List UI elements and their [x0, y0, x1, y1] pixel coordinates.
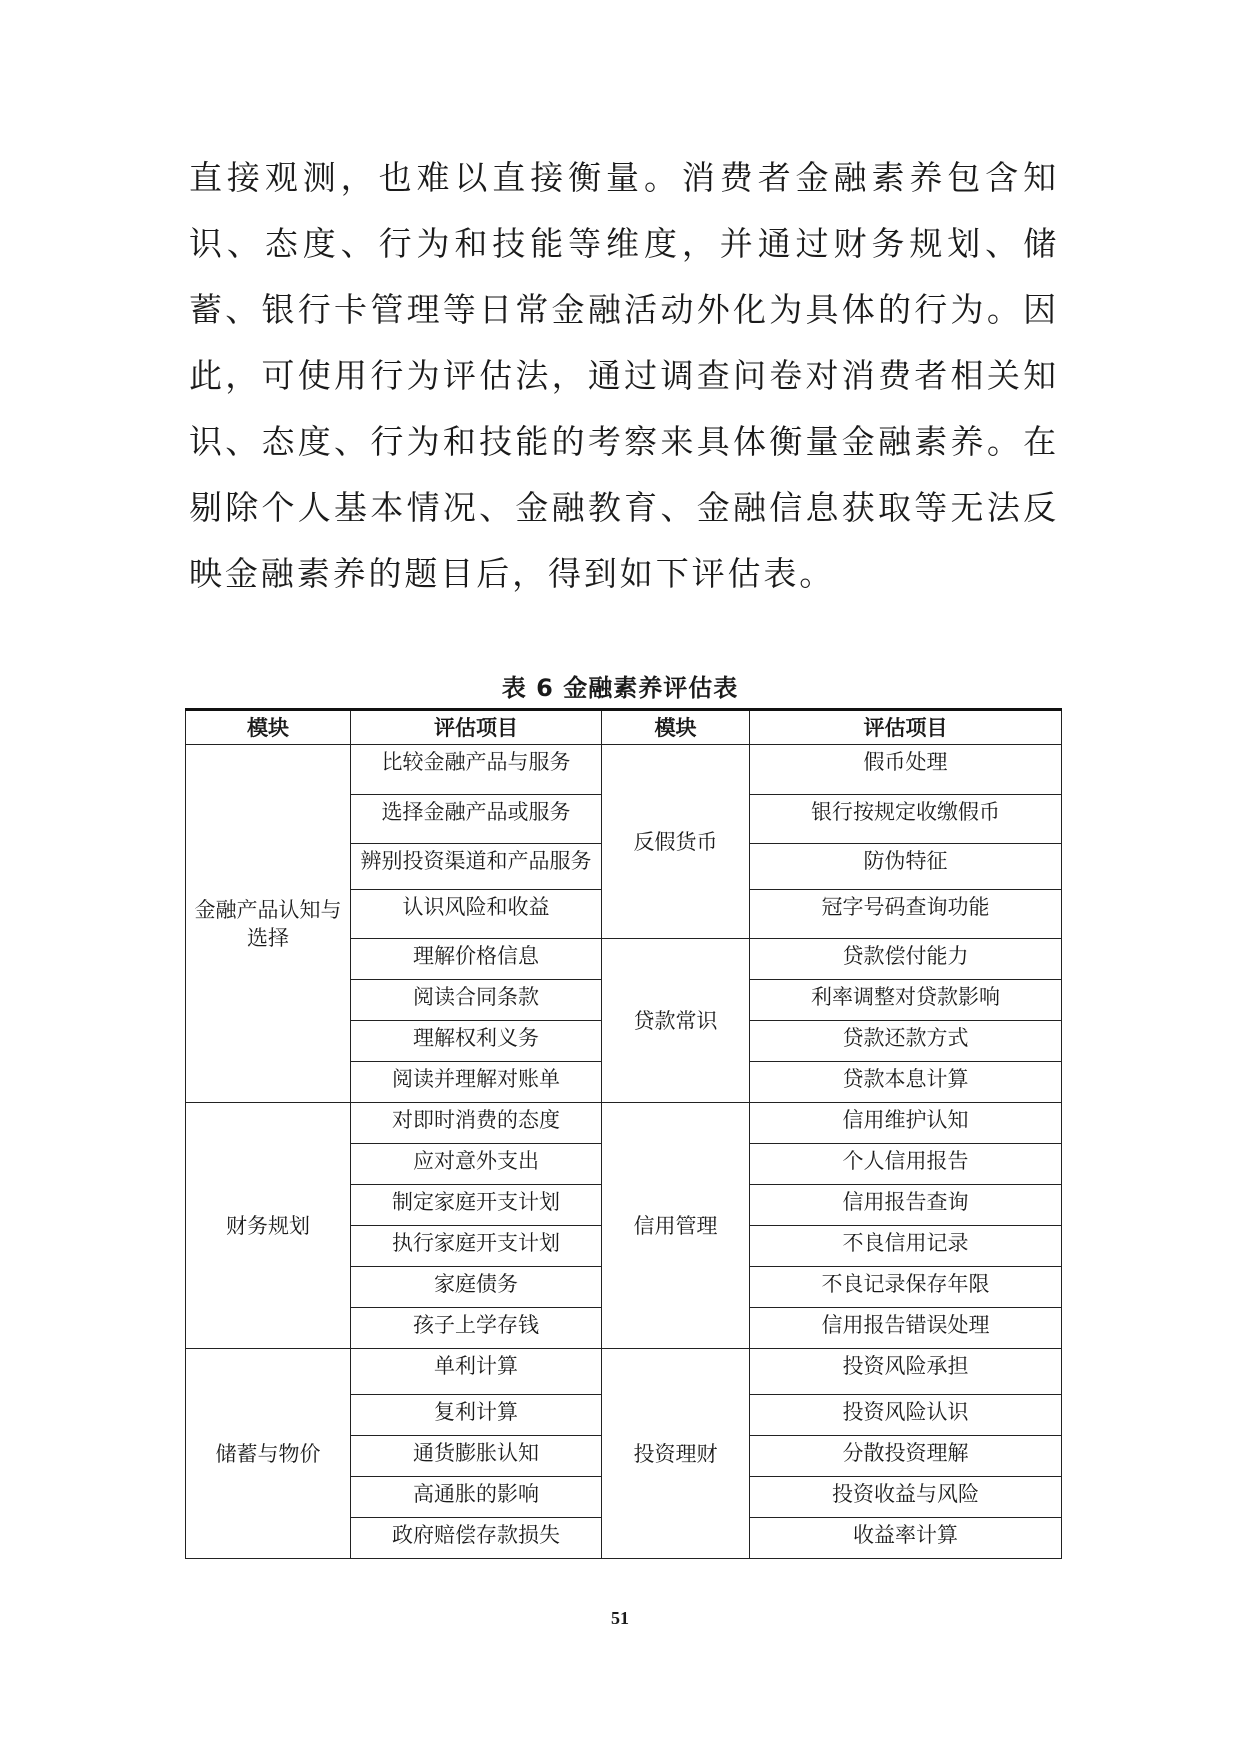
item-cell: 不良信用记录	[750, 1226, 1062, 1267]
item-cell: 不良记录保存年限	[750, 1267, 1062, 1308]
header-item-right: 评估项目	[750, 710, 1062, 745]
module-cell: 贷款常识	[602, 939, 750, 1103]
item-cell: 比较金融产品与服务	[351, 745, 602, 795]
item-cell: 贷款本息计算	[750, 1062, 1062, 1103]
table-row	[186, 1103, 1062, 1144]
item-cell: 政府赔偿存款损失	[351, 1518, 602, 1559]
item-cell: 高通胀的影响	[351, 1477, 602, 1518]
header-module-left: 模块	[186, 710, 351, 745]
item-cell: 收益率计算	[750, 1518, 1062, 1559]
item-cell: 复利计算	[351, 1395, 602, 1436]
item-cell: 孩子上学存钱	[351, 1308, 602, 1349]
item-cell: 信用报告查询	[750, 1185, 1062, 1226]
item-cell: 执行家庭开支计划	[351, 1226, 602, 1267]
item-cell: 假币处理	[750, 745, 1062, 795]
header-module-right: 模块	[602, 710, 750, 745]
table-header-row	[186, 710, 1062, 745]
module-cell: 反假货币	[602, 745, 750, 939]
item-cell: 投资收益与风险	[750, 1477, 1062, 1518]
item-cell: 利率调整对贷款影响	[750, 980, 1062, 1021]
item-cell: 制定家庭开支计划	[351, 1185, 602, 1226]
header-item-left: 评估项目	[351, 710, 602, 745]
item-cell: 单利计算	[351, 1349, 602, 1395]
item-cell: 阅读并理解对账单	[351, 1062, 602, 1103]
item-cell: 银行按规定收缴假币	[750, 795, 1062, 844]
item-cell: 贷款还款方式	[750, 1021, 1062, 1062]
module-cell: 投资理财	[602, 1349, 750, 1559]
body-paragraph: 直接观测，也难以直接衡量。消费者金融素养包含知识、态度、行为和技能等维度，并通过财务规划、储蓄、银行卡管理等日常金融活动外化为具体的行为。因此，可使用行为评估法，通过调查问卷对消费者相关知识、态度、行为和技能的考察来具体衡量金融素养。在剔除个人基本情况、金融教育、金融信息获取等无法反映金融素养的题目后，得到如下评估表。	[189, 158, 1059, 593]
item-cell: 个人信用报告	[750, 1144, 1062, 1185]
module-cell: 金融产品认知与选择	[186, 745, 351, 1103]
item-cell: 理解价格信息	[351, 939, 602, 980]
item-cell: 理解权利义务	[351, 1021, 602, 1062]
table-row	[186, 1349, 1062, 1395]
item-cell: 认识风险和收益	[351, 890, 602, 939]
item-cell: 阅读合同条款	[351, 980, 602, 1021]
item-cell: 对即时消费的态度	[351, 1103, 602, 1144]
item-cell: 贷款偿付能力	[750, 939, 1062, 980]
item-cell: 分散投资理解	[750, 1436, 1062, 1477]
module-cell: 财务规划	[186, 1103, 351, 1349]
item-cell: 选择金融产品或服务	[351, 795, 602, 844]
item-cell: 通货膨胀认知	[351, 1436, 602, 1477]
module-cell: 信用管理	[602, 1103, 750, 1349]
table-row	[186, 745, 1062, 795]
financial-literacy-table	[185, 708, 1062, 1559]
item-cell: 防伪特征	[750, 844, 1062, 890]
module-cell: 储蓄与物价	[186, 1349, 351, 1559]
item-cell: 家庭债务	[351, 1267, 602, 1308]
item-cell: 应对意外支出	[351, 1144, 602, 1185]
item-cell: 投资风险认识	[750, 1395, 1062, 1436]
page-number: 51	[611, 1608, 629, 1628]
item-cell: 冠字号码查询功能	[750, 890, 1062, 939]
item-cell: 信用维护认知	[750, 1103, 1062, 1144]
item-cell: 投资风险承担	[750, 1349, 1062, 1395]
item-cell: 辨别投资渠道和产品服务	[351, 844, 602, 890]
item-cell: 信用报告错误处理	[750, 1308, 1062, 1349]
table-caption: 表 6 金融素养评估表	[501, 674, 739, 702]
